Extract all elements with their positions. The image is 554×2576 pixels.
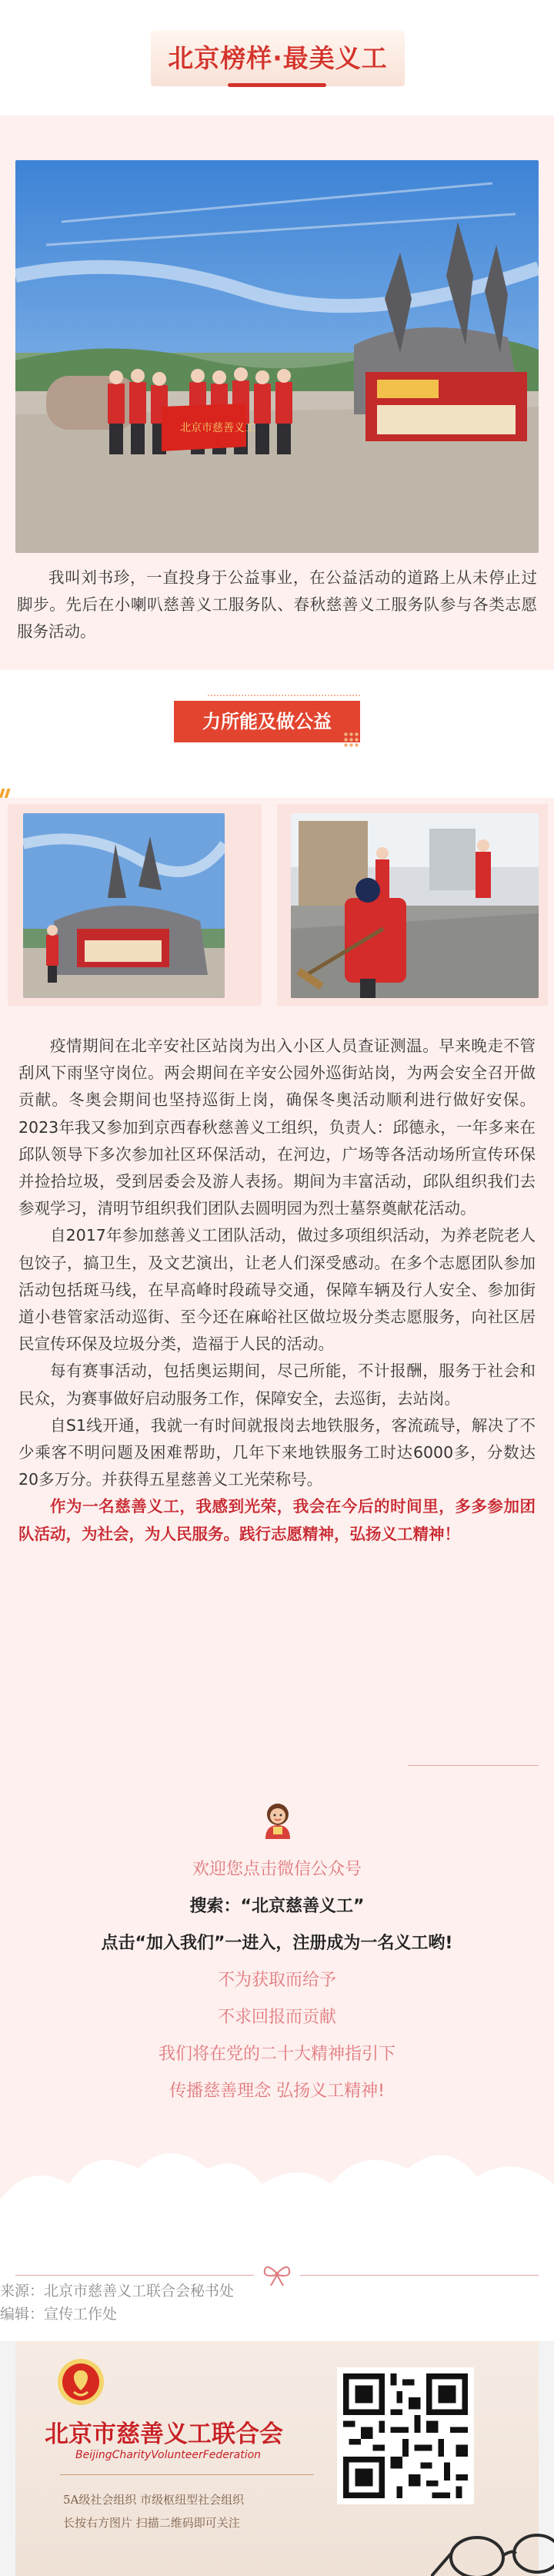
source-credit: 来源：北京市慈善义工联合会秘书处 xyxy=(0,2283,235,2300)
section-divider xyxy=(408,1765,539,1766)
federation-name-en: BeijingCharityVolunteerFederation xyxy=(75,2449,262,2461)
divider-line xyxy=(300,2275,539,2276)
title-underline xyxy=(228,83,326,87)
footer-divider xyxy=(60,2474,314,2475)
footer-banner xyxy=(0,2341,554,2576)
intro-text: 我叫刘书珍，一直投身于公益事业，在公益活动的道路上从未停止过脚步。先后在小喇叭慈善义工服务队、春秋慈善义工服务队参与各类志愿服务活动。 xyxy=(17,568,537,641)
story-section xyxy=(0,798,554,1776)
cta-line: 传播慈善理念 弘扬义工精神! xyxy=(169,2082,385,2101)
story-paragraph: 疫情期间在北辛安社区站岗为出入小区人员查证测温。早来晚走不管刮风下雨坚守岗位。两会期间在辛安公园外巡街站岗，为两会安全召开做贡献。冬奥会期间也坚持巡街上岗，确保冬奥活动顺利进行做好安保。2023年我又参加到京西春秋慈善义工组织，负责人：邱德永，一年多来在邱队领导下多次参加社区环保活动，在河边，广场等各活动场所宣传环保并捡拾垃圾，受到居委会及游人表扬。期间为丰富活动，邱队组织我们去参观学习，清明节组织我们团队去圆明园为烈士墓祭奠献花活动。 xyxy=(18,1037,536,1218)
glasses-decoration xyxy=(431,2515,554,2576)
story-paragraph: 每有赛事活动，包括奥运期间，尽己所能，不计报酬，服务于社会和民众，为赛事做好启动服务工作，保障安全，去巡街，去站岗。 xyxy=(18,1362,536,1408)
section-heading-wrap xyxy=(0,693,554,747)
divider-line xyxy=(15,2275,254,2276)
cta-text-block xyxy=(0,1851,554,2110)
team-photo-sculpture[interactable] xyxy=(15,160,539,553)
volunteer-mascot-icon xyxy=(258,1799,298,1839)
heading-decor-dots-corner xyxy=(343,732,360,749)
footer-slogan: 长按右方图片 扫描二维码即可关注 xyxy=(63,2516,240,2530)
qr-code-icon xyxy=(343,2373,468,2498)
emphasis-paragraph: 作为一名慈善义工，我感到光荣，我会在今后的时间里，多多参加团队活动，为社会，为人民服务。践行志愿精神，弘扬义工精神！ xyxy=(18,1497,536,1543)
federation-name: 北京市慈善义工联合会 xyxy=(45,2420,283,2448)
cta-line: 不为获取而给予 xyxy=(217,1971,336,1990)
story-paragraph: 自S1线开通，我就一有时间就报岗去地铁服务，客流疏导，解决了不少乘客不明问题及困难帮助，几年下来地铁服务工时达6000多，分数达20多万分。并获得五星慈善义工光荣称号。 xyxy=(18,1415,536,1489)
federation-logo-icon xyxy=(55,2357,106,2407)
story-text xyxy=(18,1033,536,1548)
section-heading: 力所能及做公益 xyxy=(174,701,360,742)
article-header xyxy=(0,0,554,108)
cta-line: 点击“加入我们”一进入，注册成为一名义工哟! xyxy=(101,1934,453,1953)
volunteer-photo-sculpture[interactable] xyxy=(23,813,225,998)
page-title: 北京榜样·最美义工 xyxy=(151,31,405,86)
story-paragraph: 自2017年参加慈善义工团队活动，做过多项组织活动，为养老院老人包饺子，搞卫生，及文艺演出，让老人们深受感动。在多个志愿团队参加活动包括斑马线，在早高峰时段疏导交通，保障车辆及行人安全、参加街道小巷管家活动巡街、至今还在麻峪社区做垃圾分类志愿服务，向社区居民宣传环保及垃圾分类，造福于人民的活动。 xyxy=(18,1226,536,1354)
cta-line: 我们将在党的二十大精神指引下 xyxy=(158,2045,395,2064)
call-to-action-section xyxy=(0,1776,554,2253)
flag-banner-text: 北京市慈善义工 xyxy=(180,421,255,434)
cta-line: 欢迎您点击微信公众号 xyxy=(192,1860,362,1879)
editor-credit: 编辑：宣传工作处 xyxy=(0,2306,118,2323)
cta-line: 不求回报而贡献 xyxy=(217,2008,336,2027)
cloud-decoration xyxy=(0,2107,554,2253)
intro-section xyxy=(0,116,554,670)
footer-slogan: 5A级社会组织 市级枢纽型社会组织 xyxy=(63,2493,245,2507)
volunteer-photo-sweeping[interactable] xyxy=(291,813,539,998)
qr-code[interactable] xyxy=(337,2367,474,2504)
credits-block xyxy=(0,2280,554,2326)
cta-line: 搜索：“北京慈善义工” xyxy=(189,1897,365,1916)
